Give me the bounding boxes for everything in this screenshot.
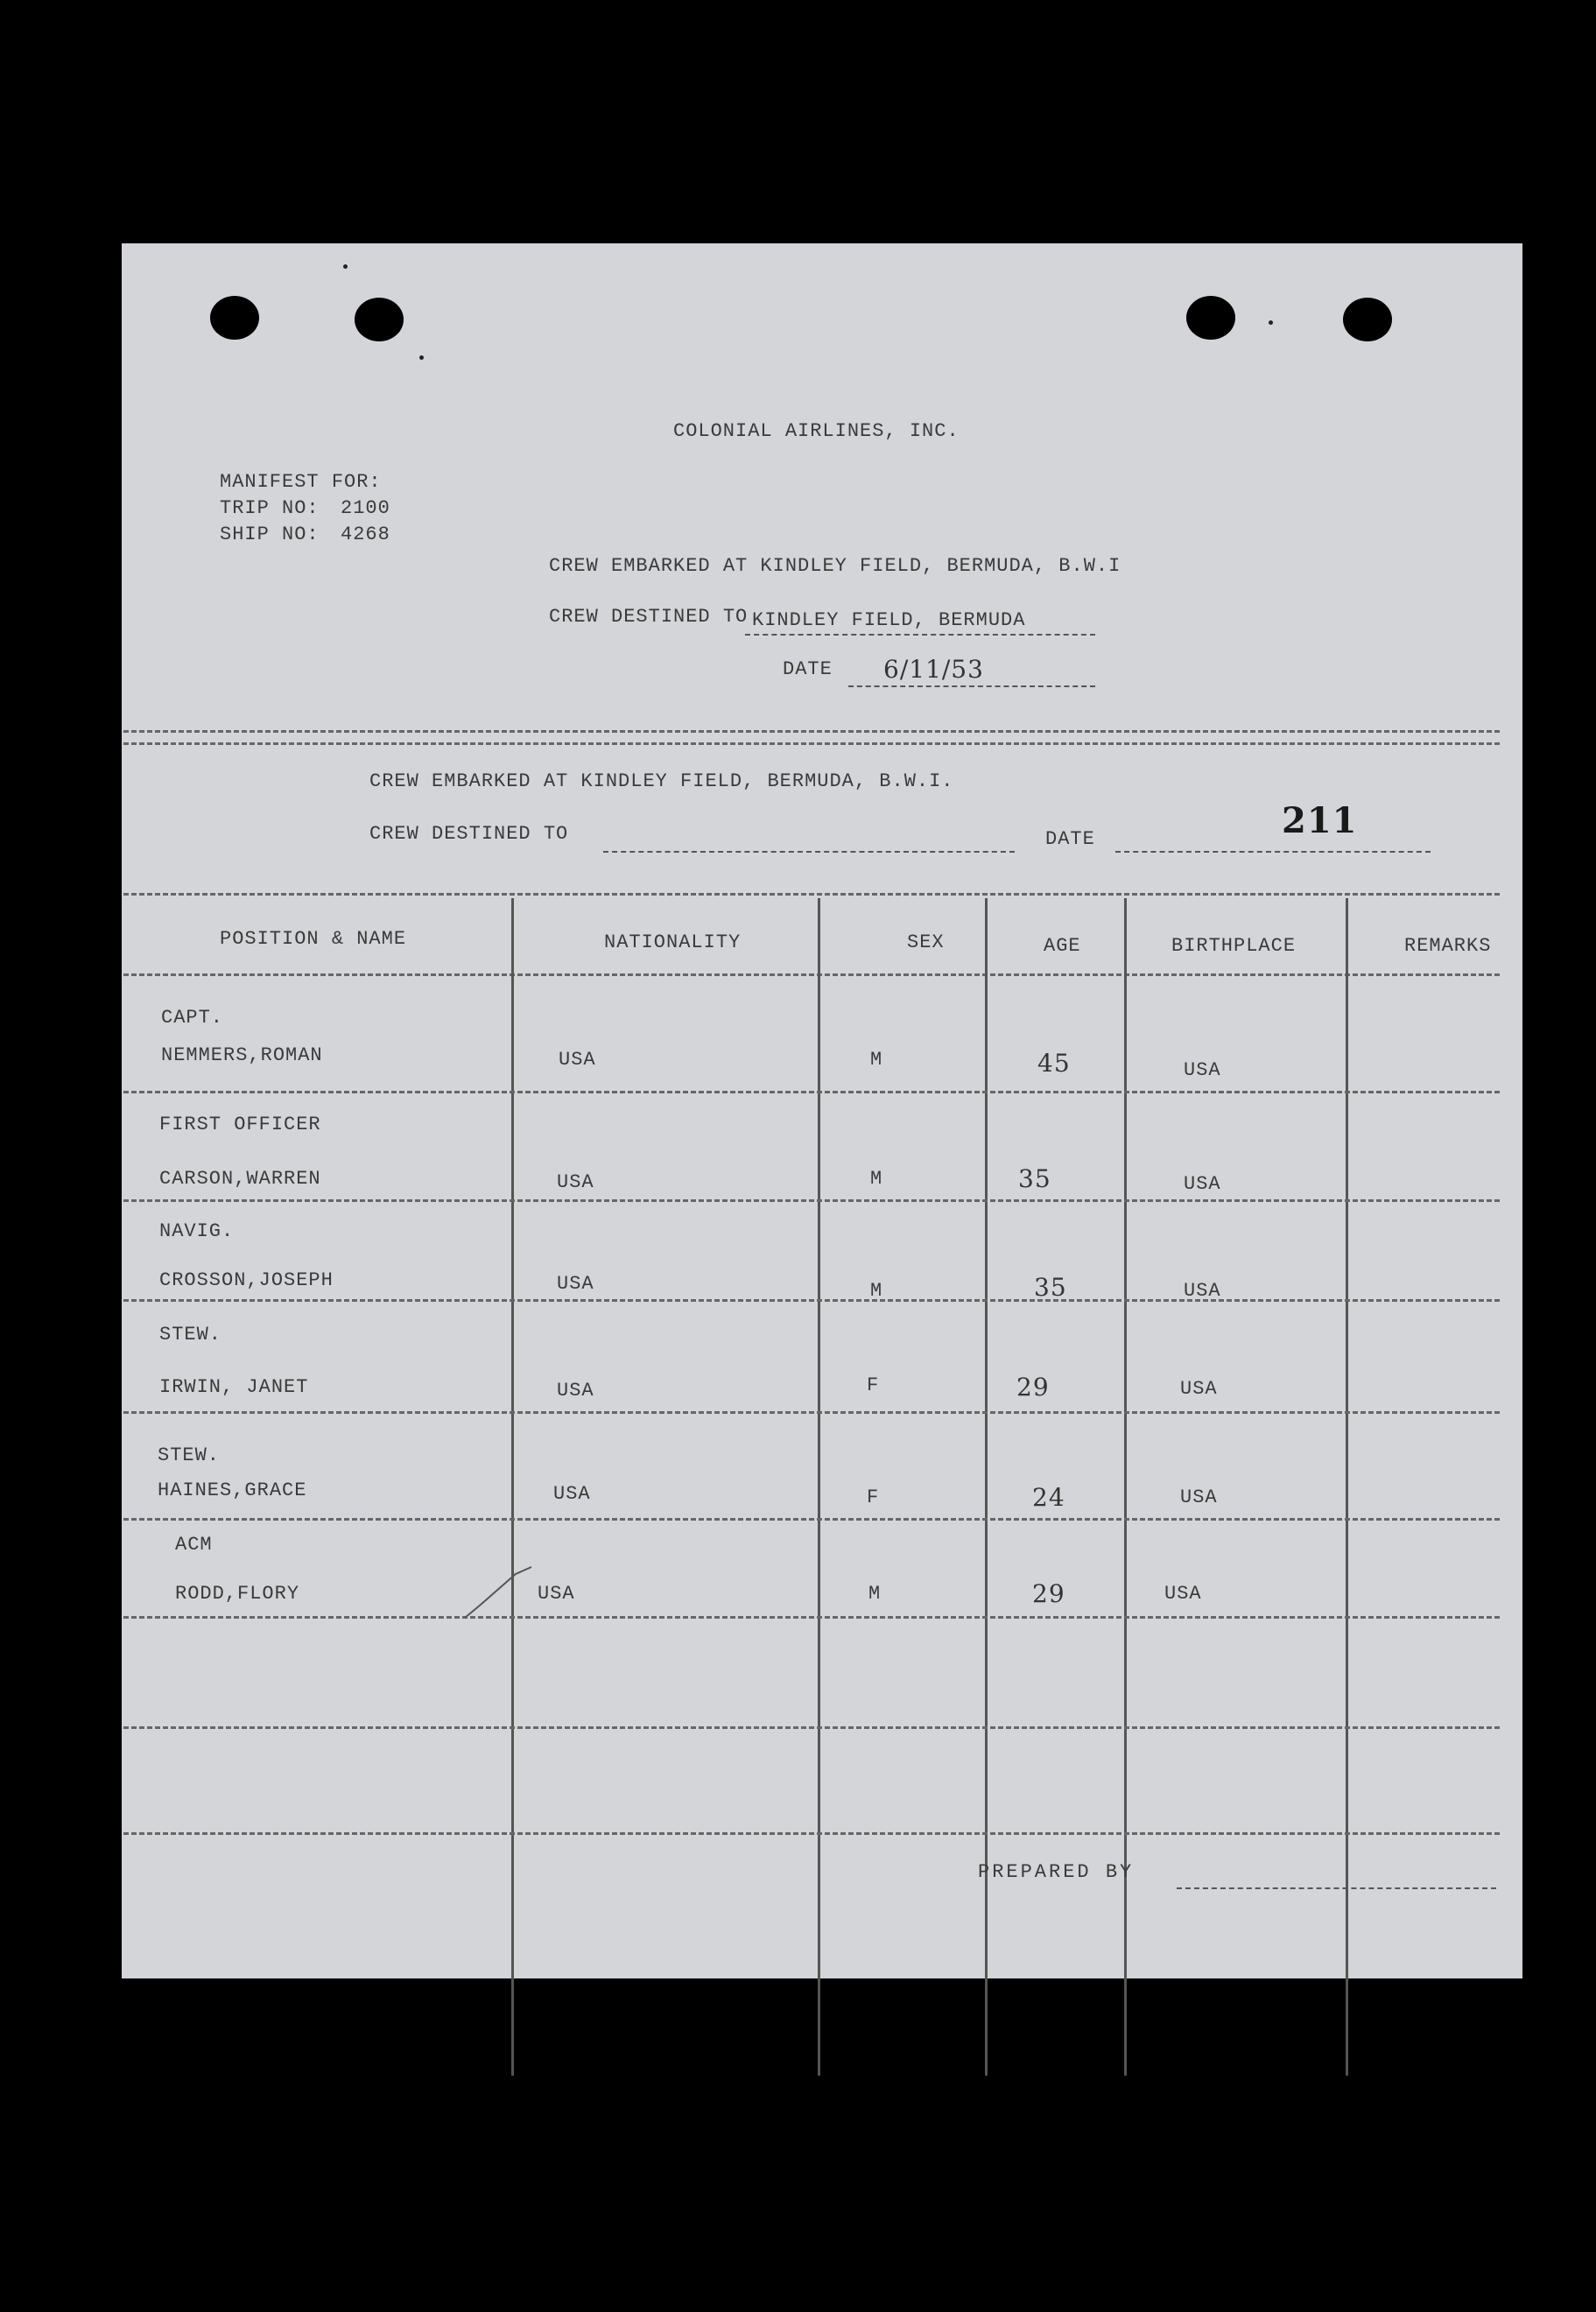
row4-name: IRWIN, JANET	[159, 1376, 309, 1398]
row3-sex: M	[870, 1280, 883, 1302]
company-title: COLONIAL AIRLINES, INC.	[673, 420, 960, 442]
row5-nationality: USA	[553, 1483, 591, 1505]
row2-position: FIRST OFFICER	[159, 1114, 321, 1135]
row-rule	[123, 1518, 1500, 1521]
row6-age: 29	[1032, 1579, 1065, 1608]
column-rule	[511, 898, 514, 2076]
col-header-nationality: NATIONALITY	[604, 931, 742, 953]
row3-age: 35	[1034, 1273, 1067, 1302]
column-rule	[1124, 898, 1127, 2076]
row4-position: STEW.	[159, 1324, 222, 1346]
date-label: DATE	[783, 658, 833, 680]
row4-nationality: USA	[557, 1380, 594, 1402]
date-underline	[848, 685, 1095, 687]
table-header-rule	[123, 973, 1500, 976]
row2-nationality: USA	[557, 1171, 594, 1193]
row3-position: NAVIG.	[159, 1220, 235, 1242]
punch-hole	[1186, 296, 1235, 340]
row6-position: ACM	[175, 1534, 213, 1556]
row2-birthplace: USA	[1184, 1173, 1221, 1195]
row6-name: RODD,FLORY	[175, 1583, 300, 1605]
manifest-label: MANIFEST FOR:	[220, 471, 382, 493]
prepared-by-underline	[1177, 1887, 1496, 1889]
second-date-underline	[1115, 851, 1431, 853]
column-rule	[985, 898, 988, 2076]
stamp-number: 211	[1282, 800, 1358, 841]
row1-birthplace: USA	[1184, 1059, 1221, 1081]
paper-speck	[343, 264, 348, 269]
row5-sex: F	[867, 1486, 880, 1508]
ship-label: SHIP NO:	[220, 524, 320, 545]
row2-name: CARSON,WARREN	[159, 1168, 321, 1190]
row6-sex: M	[868, 1583, 882, 1605]
second-destined-label: CREW DESTINED TO	[369, 823, 569, 845]
row4-sex: F	[867, 1374, 880, 1396]
second-destined-underline	[603, 851, 1015, 853]
column-rule	[1346, 898, 1348, 2076]
row3-birthplace: USA	[1184, 1280, 1221, 1302]
row6-birthplace: USA	[1164, 1583, 1202, 1605]
col-header-age: AGE	[1044, 935, 1081, 957]
punch-hole	[1343, 298, 1392, 341]
paper-speck	[419, 355, 424, 360]
row-rule	[123, 1199, 1500, 1202]
row-rule	[123, 1411, 1500, 1414]
row5-name: HAINES,GRACE	[158, 1479, 307, 1501]
row5-age: 24	[1032, 1483, 1065, 1512]
separator-line	[123, 730, 1500, 733]
col-header-position: POSITION & NAME	[220, 928, 407, 950]
destined-value: KINDLEY FIELD, BERMUDA	[752, 609, 1026, 631]
col-header-birthplace: BIRTHPLACE	[1171, 935, 1297, 957]
destined-label: CREW DESTINED TO	[549, 606, 749, 628]
embarked-line: CREW EMBARKED AT KINDLEY FIELD, BERMUDA, B.W.I	[549, 555, 1121, 577]
second-date-label: DATE	[1045, 828, 1095, 850]
row1-age: 45	[1037, 1049, 1071, 1078]
trip-number: 2100	[341, 497, 390, 519]
ship-number: 4268	[341, 524, 390, 545]
row-rule	[123, 1832, 1500, 1835]
row-rule	[123, 1299, 1500, 1302]
row4-birthplace: USA	[1180, 1378, 1218, 1400]
separator-line	[123, 742, 1500, 745]
row2-sex: M	[870, 1168, 883, 1190]
prepared-by-label: PREPARED BY	[978, 1861, 1135, 1883]
col-header-remarks: REMARKS	[1404, 935, 1492, 957]
trip-label: TRIP NO:	[220, 497, 320, 519]
second-embarked-line: CREW EMBARKED AT KINDLEY FIELD, BERMUDA, B.W.I.	[369, 770, 954, 792]
row1-sex: M	[870, 1049, 883, 1071]
row-rule	[123, 1616, 1500, 1619]
row6-nationality: USA	[538, 1583, 575, 1605]
punch-hole	[355, 298, 404, 341]
row5-position: STEW.	[158, 1444, 221, 1466]
column-rule	[818, 898, 820, 2076]
row2-age: 35	[1018, 1164, 1051, 1193]
paper-speck	[1269, 320, 1273, 325]
row1-position: CAPT.	[161, 1007, 224, 1029]
row-rule	[123, 1091, 1500, 1093]
table-top-rule	[123, 893, 1500, 896]
manifest-sheet	[122, 243, 1522, 1978]
row3-nationality: USA	[557, 1273, 594, 1295]
row-rule	[123, 1726, 1500, 1729]
col-header-sex: SEX	[907, 931, 945, 953]
row3-name: CROSSON,JOSEPH	[159, 1269, 334, 1291]
row5-birthplace: USA	[1180, 1486, 1218, 1508]
date-value: 6/11/53	[883, 655, 984, 684]
row1-name: NEMMERS,ROMAN	[161, 1044, 323, 1066]
check-mark-icon	[463, 1557, 533, 1620]
destined-underline	[745, 634, 1095, 636]
row4-age: 29	[1016, 1373, 1050, 1402]
punch-hole	[210, 296, 259, 340]
row1-nationality: USA	[559, 1049, 596, 1071]
